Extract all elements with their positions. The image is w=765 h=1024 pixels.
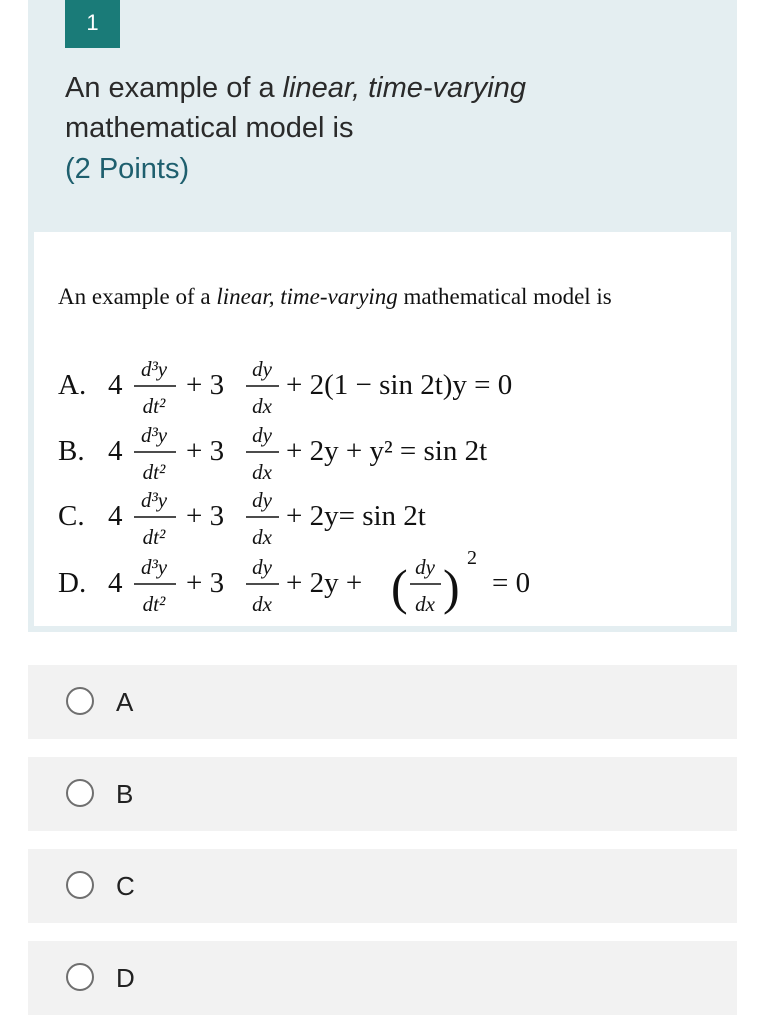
choice-letter-b: B. [58, 435, 85, 467]
option-b[interactable] [28, 757, 737, 831]
plus-d: + 3 [186, 567, 225, 599]
question-number-badge: 1 [65, 0, 120, 48]
coef-b: 4 [108, 435, 123, 467]
denominator-a2: dx [252, 394, 272, 418]
coef-c: 4 [108, 500, 123, 532]
radio-button-icon[interactable] [66, 963, 94, 991]
image-prompt-prefix: An example of a [58, 284, 217, 309]
denominator-b1: dt² [142, 460, 166, 484]
plus-b: + 3 [186, 435, 225, 467]
denominator-a1: dt² [142, 394, 166, 418]
numerator-d3: dy [415, 555, 435, 579]
choice-letter-c: C. [58, 500, 85, 532]
equation-rest-d: + 2y + [286, 567, 363, 599]
choice-letter-d: D. [58, 567, 87, 599]
equation-c [58, 488, 426, 549]
question-title-prefix: An example of a [65, 72, 283, 104]
power-d: 2 [467, 547, 477, 569]
equation-rest-b: + 2y + y² = sin 2t [286, 435, 488, 467]
numerator-b1: d³y [140, 423, 168, 447]
paren-close-d: ) [443, 559, 460, 615]
radio-button-icon[interactable] [66, 871, 94, 899]
equation-b [58, 423, 487, 484]
coef-a: 4 [108, 369, 123, 401]
option-a[interactable] [28, 665, 737, 739]
question-card [28, 0, 737, 632]
question-title [65, 68, 705, 148]
numerator-c1: d³y [140, 488, 168, 512]
question-image [34, 232, 731, 626]
numerator-b2: dy [252, 423, 272, 447]
denominator-b2: dx [252, 460, 272, 484]
question-title-suffix: mathematical model is [65, 112, 354, 144]
option-label: B [116, 779, 134, 809]
equations-figure [34, 232, 731, 626]
equation-rest-a: + 2(1 − sin 2t)y = 0 [286, 369, 513, 401]
radio-button-icon[interactable] [66, 779, 94, 807]
radio-button-icon[interactable] [66, 687, 94, 715]
numerator-c2: dy [252, 488, 272, 512]
paren-open-d: ( [391, 559, 408, 615]
equals-d: = 0 [492, 567, 531, 599]
option-label: C [116, 871, 135, 901]
question-title-emphasis: linear, time-varying [282, 72, 527, 104]
question-points: (2 Points) [65, 153, 190, 185]
equation-rest-c: + 2y= sin 2t [286, 500, 426, 532]
numerator-d2: dy [252, 555, 272, 579]
numerator-a1: d³y [140, 357, 168, 381]
image-prompt-emphasis: linear, time-varying [216, 284, 398, 309]
equation-d [58, 547, 530, 616]
image-prompt-suffix: mathematical model is [397, 284, 612, 309]
plus-a: + 3 [186, 369, 225, 401]
denominator-d2: dx [252, 592, 272, 616]
coef-d: 4 [108, 567, 123, 599]
plus-c: + 3 [186, 500, 225, 532]
option-label: D [116, 963, 135, 993]
denominator-d3: dx [415, 592, 435, 616]
numerator-d1: d³y [140, 555, 168, 579]
option-d[interactable] [28, 941, 737, 1015]
denominator-c1: dt² [142, 525, 166, 549]
option-label: A [116, 687, 134, 717]
option-c[interactable] [28, 849, 737, 923]
choice-letter-a: A. [58, 369, 87, 401]
denominator-d1: dt² [142, 592, 166, 616]
numerator-a2: dy [252, 357, 272, 381]
equation-a [58, 357, 512, 418]
denominator-c2: dx [252, 525, 272, 549]
